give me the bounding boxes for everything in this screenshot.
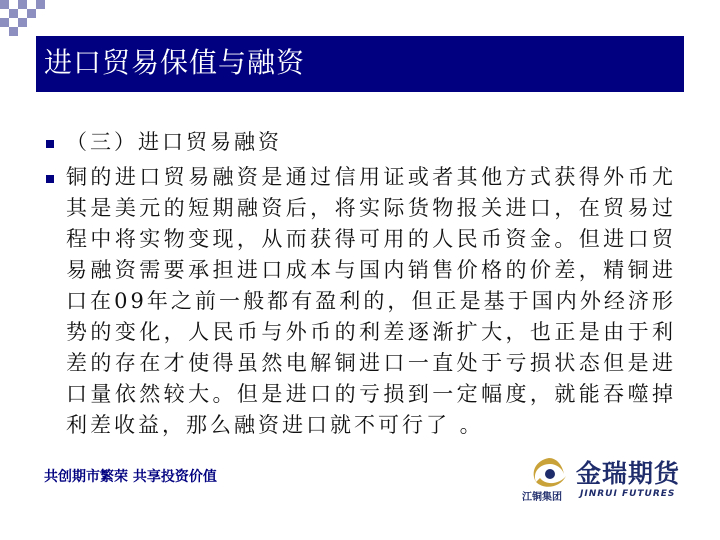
decorative-checker (0, 0, 60, 40)
logo-chinese-name: 金瑞期货 (576, 459, 681, 488)
title-bar (36, 36, 684, 90)
logo-emblem-icon (526, 456, 572, 490)
company-logo (522, 452, 692, 504)
logo-group-name: 江铜集团 (522, 492, 562, 503)
title-underline (36, 90, 684, 92)
bullet-text: 铜的进口贸易融资是通过信用证或者其他方式获得外币尤其是美元的短期融资后，将实际货物报关进口，在贸易过程中将实物变现，从而获得可用的人民币资金。但进口贸易融资需要承担进口成本与国内销售价格的价差，精铜进口在09年之前一般都有盈利的，但正是基于国内外经济形势的变化，人民币与外币的利差逐渐扩大，也正是由于利差的存在才使得虽然电解铜进口一直处于亏损状态但是进口量依然较大。但是进口的亏损到一定幅度，就能吞噬掉利差收益，那么融资进口就不可行了 。 (66, 165, 676, 437)
bullet-item (40, 127, 680, 158)
bullet-square-icon (46, 140, 54, 148)
bullet-square-icon (46, 175, 54, 183)
bullet-text: （三）进口贸易融资 (66, 130, 282, 154)
footer-slogan: 共创期市繁荣 共享投资价值 (44, 469, 217, 485)
logo-english-name: JINRUI FUTURES (580, 489, 676, 499)
bullet-item (40, 162, 680, 441)
bullet-list (40, 127, 680, 445)
slide-title: 进口贸易保值与融资 (44, 46, 306, 79)
